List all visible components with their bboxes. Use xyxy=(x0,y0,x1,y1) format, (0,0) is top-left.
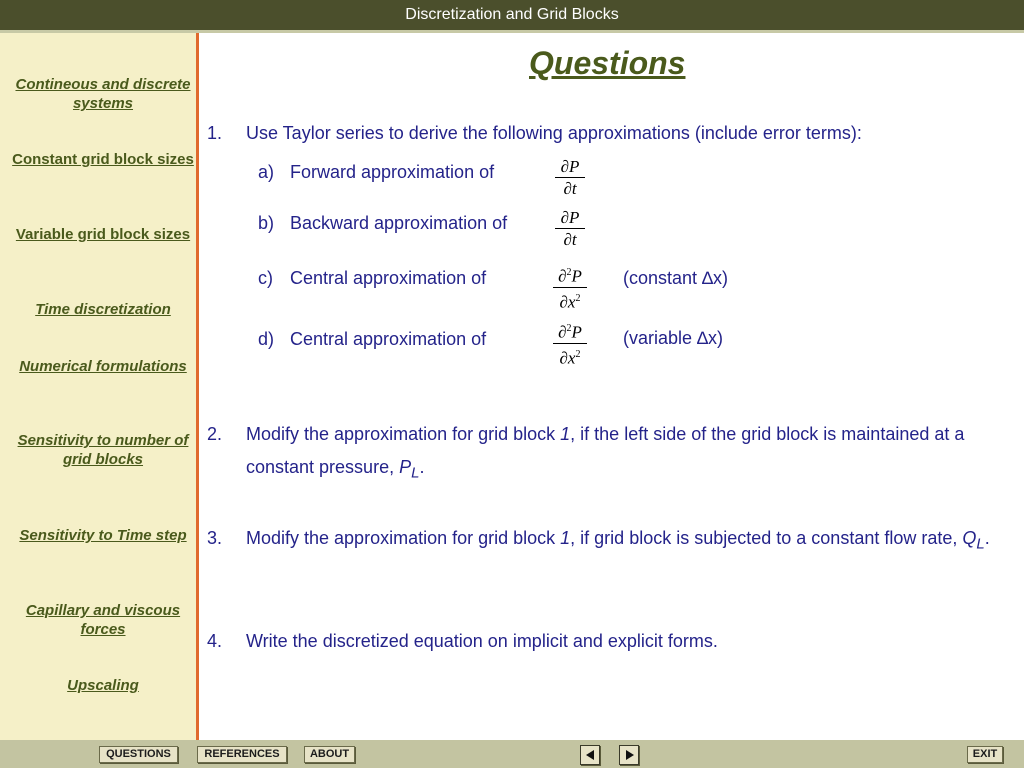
fraction-denominator: ∂t xyxy=(563,230,577,249)
note-constant-dx: (constant ∆x) xyxy=(623,268,729,288)
sidebar-nav xyxy=(0,33,199,740)
fraction-d2p-dx2-c xyxy=(553,263,587,311)
fraction-bar xyxy=(555,177,585,178)
next-slide-button[interactable] xyxy=(619,745,639,765)
fraction-numerator: ∂P xyxy=(560,157,580,176)
sidebar-item-variable-grid[interactable]: Variable grid block sizes xyxy=(15,226,191,243)
question-number: 1. xyxy=(207,123,223,143)
question-4 xyxy=(199,625,1019,659)
fraction-denominator: $\partial x^2$ xyxy=(559,348,581,368)
question-number: 3. xyxy=(207,528,223,548)
sidebar-item-sensitivity-time[interactable]: Sensitivity to Time step xyxy=(19,527,187,544)
subquestion-label: d) xyxy=(258,329,275,349)
sidebar-item-constant-grid[interactable]: Constant grid block sizes xyxy=(12,151,194,168)
subquestion-a xyxy=(258,162,958,202)
page-title: Questions xyxy=(529,45,686,81)
sidebar-item-upscaling[interactable]: Upscaling xyxy=(67,677,139,694)
sidebar-item-continuous-discrete[interactable]: Contineous and discrete systems xyxy=(15,76,191,112)
subquestion-text: Central approximation of xyxy=(290,268,487,288)
sidebar-item-time-discretization[interactable]: Time discretization xyxy=(35,301,171,318)
references-button[interactable]: REFERENCES xyxy=(197,746,287,763)
subquestion-text: Backward approximation of xyxy=(290,213,508,233)
fraction-bar xyxy=(553,287,587,288)
fraction-numerator: ∂P xyxy=(560,208,580,227)
subquestion-label: a) xyxy=(258,162,275,182)
question-number: 2. xyxy=(207,424,223,444)
title-bar xyxy=(0,0,1024,30)
slide-title: Discretization and Grid Blocks xyxy=(405,6,619,23)
sidebar-item-numerical-formulations[interactable]: Numerical formulations xyxy=(19,358,187,375)
subquestion-label: b) xyxy=(258,213,275,233)
sidebar-item-sensitivity-grid[interactable]: Sensitivity to number of grid blocks xyxy=(17,432,189,468)
question-1 xyxy=(199,117,1019,151)
fraction-d2p-dx2-d xyxy=(553,319,587,367)
subquestion-c xyxy=(258,268,958,308)
right-arrow-icon xyxy=(626,750,634,760)
previous-slide-button[interactable] xyxy=(580,745,600,765)
question-text: Write the discretized equation on implicit and explicit forms. xyxy=(246,631,718,651)
question-text: Modify the approximation for grid block 1, if grid block is subjected to a constant flow rate, $Q_L$. xyxy=(246,528,990,553)
fraction-numerator: ∂$^2$P xyxy=(558,266,582,286)
subquestion-d xyxy=(258,329,958,369)
footer-toolbar xyxy=(0,740,1024,768)
subquestion-text: Central approximation of xyxy=(290,329,487,349)
subquestion-b xyxy=(258,213,958,253)
fraction-dp-dt-a xyxy=(555,157,585,198)
fraction-bar xyxy=(553,343,587,344)
question-number: 4. xyxy=(207,631,223,651)
exit-button[interactable]: EXIT xyxy=(967,746,1003,763)
fraction-denominator: ∂t xyxy=(563,179,577,198)
fraction-dp-dt-b xyxy=(555,208,585,249)
fraction-denominator: $\partial x^2$ xyxy=(559,292,581,312)
sidebar-item-capillary-viscous[interactable]: Capillary and viscous forces xyxy=(25,602,181,638)
left-arrow-icon xyxy=(586,750,594,760)
about-button[interactable]: ABOUT xyxy=(304,746,355,763)
subquestion-text: Forward approximation of xyxy=(290,162,495,182)
question-2 xyxy=(199,418,1019,488)
question-3 xyxy=(199,522,1019,592)
questions-button[interactable]: QUESTIONS xyxy=(99,746,178,763)
note-variable-dx: (variable ∆x) xyxy=(623,328,724,348)
fraction-bar xyxy=(555,228,585,229)
question-text: Modify the approximation for grid block 1, if the left side of the grid block is maintained at a constant pressure, $P_L$. xyxy=(246,424,965,482)
question-text: Use Taylor series to derive the following approximations (include error terms): xyxy=(246,123,862,143)
content-area xyxy=(199,33,1024,740)
fraction-numerator: ∂$^2$P xyxy=(558,322,582,342)
subquestion-label: c) xyxy=(258,268,273,288)
